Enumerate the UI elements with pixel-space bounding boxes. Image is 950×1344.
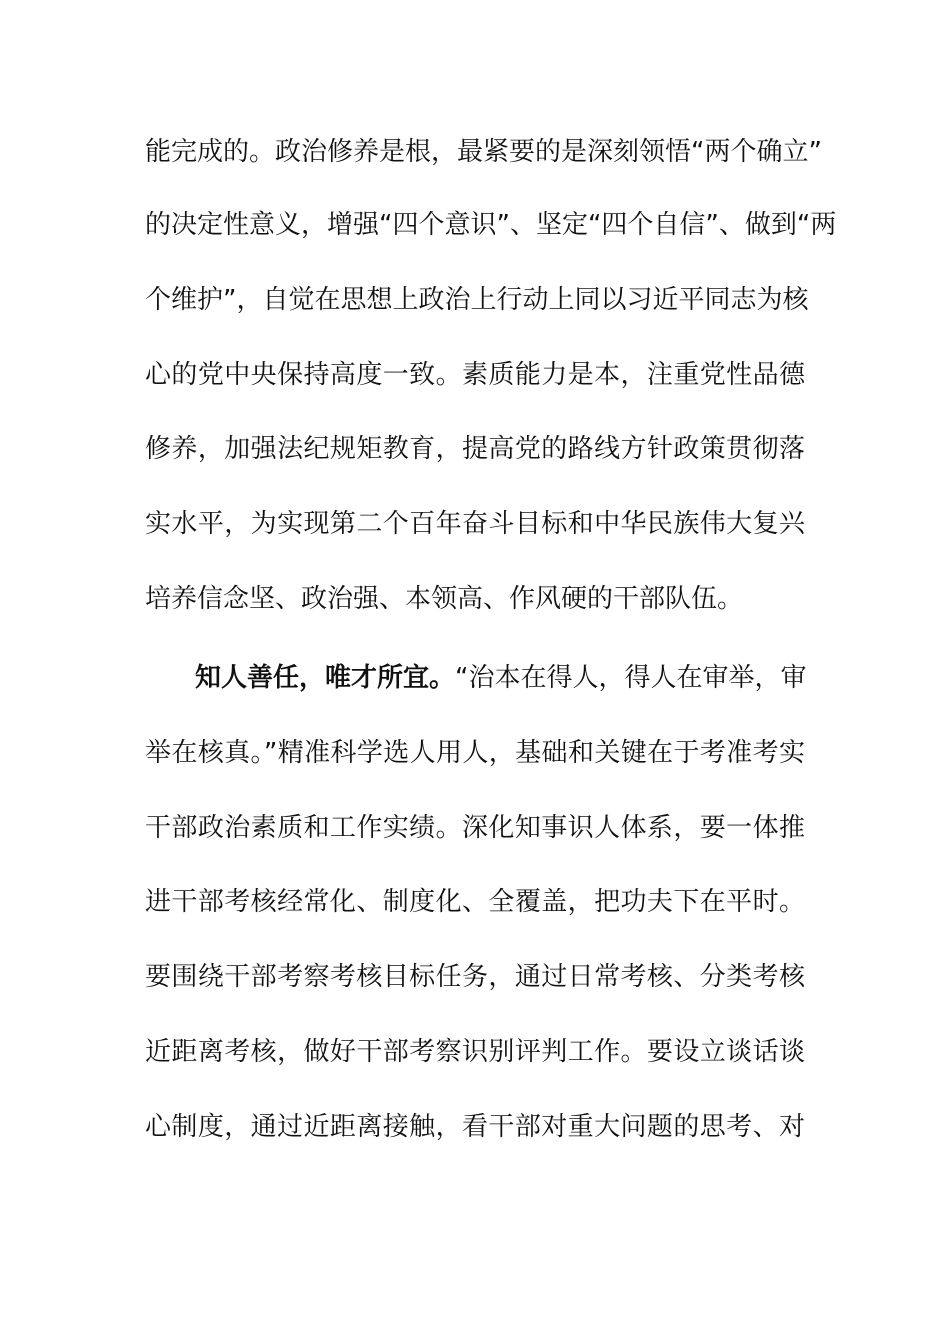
paragraph-2-line-1 [195,658,805,698]
paragraph-2-line-5: 要围绕干部考察考核目标任务，通过日常考核、分类考核 [145,962,805,992]
paragraph-2-line-7: 心制度，通过近距离接触，看干部对重大问题的思考、对 [145,1112,805,1142]
paragraph-2-heading: 知人善任，唯才所宜。 [195,663,456,693]
paragraph-1-line-6: 实水平，为实现第二个百年奋斗目标和中华民族伟大复兴 [145,509,805,539]
paragraph-1-line-3: 个维护”，自觉在思想上政治上行动上同以习近平同志为核 [145,285,809,315]
paragraph-2-line-6: 近距离考核，做好干部考察识别评判工作。要设立谈话谈 [145,1037,805,1067]
paragraph-1-line-4: 心的党中央保持高度一致。素质能力是本，注重党性品德 [145,360,805,390]
paragraph-1-line-5: 修养，加强法纪规矩教育，提高党的路线方针政策贯彻落 [145,434,805,464]
paragraph-2-line-4: 进干部考核经常化、制度化、全覆盖，把功夫下在平时。 [145,887,805,917]
paragraph-2-line-3: 干部政治素质和工作实绩。深化知事识人体系，要一体推 [145,813,805,843]
paragraph-1-line-7: 培养信念坚、政治强、本领高、作风硬的干部队伍。 [145,584,744,614]
paragraph-1-line-1: 能完成的。政治修养是根，最紧要的是深刻领悟“两个确立” [145,137,822,167]
paragraph-2-line-2: 举在核真。”精准科学选人用人，基础和关键在于考准考实 [145,738,805,768]
paragraph-1-line-2: 的决定性意义，增强“四个意识”、坚定“四个自信”、做到“两 [145,210,837,240]
paragraph-2-quote-start: “治本在得人，得人在审举，审 [455,663,807,693]
